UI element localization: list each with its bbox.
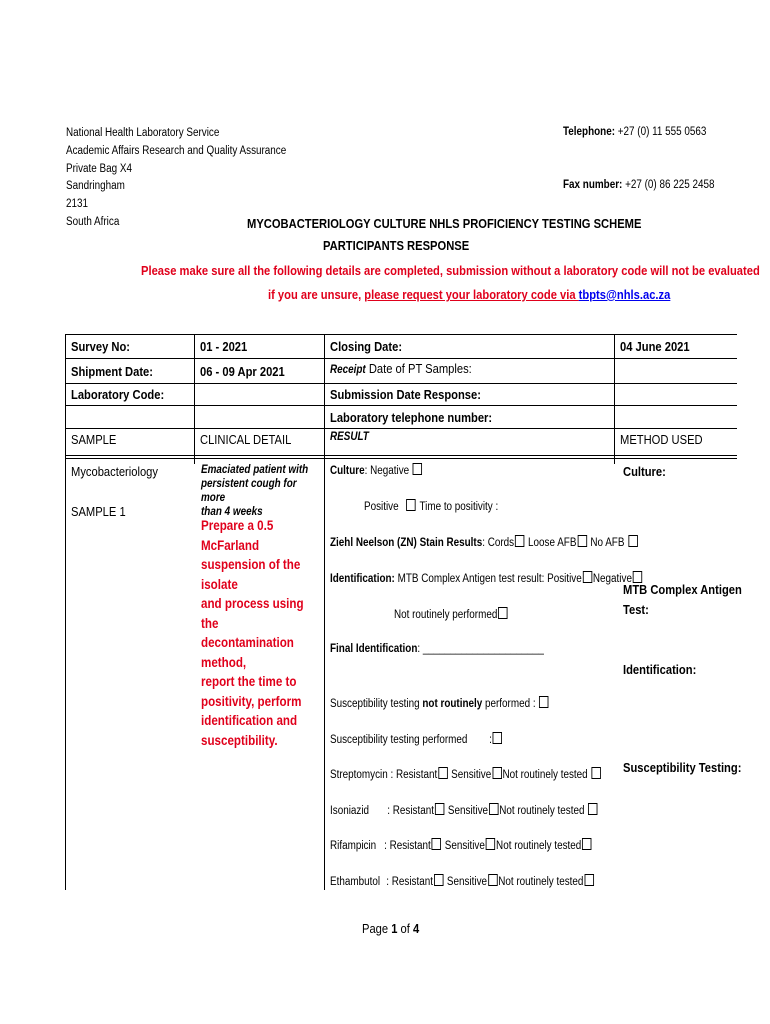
resistant-label: : Resistant <box>384 840 431 852</box>
sensitive-label: Sensitive <box>444 840 485 852</box>
closing-label: Closing Date: <box>330 339 403 354</box>
not-routinely-row <box>394 607 509 621</box>
drug-row-rifampicin <box>330 838 592 852</box>
susc-not-prefix: Susceptibility testing <box>330 698 423 710</box>
zn-cords-checkbox[interactable] <box>515 535 524 547</box>
sensitive-label: Sensitive <box>446 876 488 888</box>
positive-row <box>364 499 498 513</box>
drug-row-isoniazid <box>330 803 598 817</box>
susc-not-row <box>330 696 550 710</box>
ident-positive-checkbox[interactable] <box>583 571 592 583</box>
address-line-5: 2131 <box>66 198 89 210</box>
header-sample: SAMPLE <box>71 432 117 447</box>
positive-label: Positive <box>364 501 399 513</box>
lab-phone-label: Laboratory telephone number: <box>330 410 493 425</box>
row-border <box>65 405 737 406</box>
telephone-value: +27 (0) 11 555 0563 <box>617 126 707 138</box>
not-tested-checkbox[interactable] <box>582 838 591 850</box>
instruction-line: identification and <box>201 713 298 728</box>
susc-performed-colon: : <box>489 734 492 746</box>
drug-row-ethambutol <box>330 874 595 888</box>
clinical-description <box>201 463 321 519</box>
address-line-3: Private Bag X4 <box>66 163 132 175</box>
row-border <box>65 428 737 429</box>
resistant-label: : Resistant <box>386 876 433 888</box>
notice-prefix: if you are unsure, <box>268 287 365 302</box>
ident-text: MTB Complex Antigen test result: Positive <box>394 573 582 585</box>
method-mtb-line-1: MTB Complex Antigen <box>623 582 742 597</box>
zn-label: Ziehl Neelson (ZN) Stain Results <box>330 537 483 549</box>
susc-performed-row <box>330 732 503 746</box>
address-line-6: South Africa <box>66 216 120 228</box>
drug-name: Ethambutol <box>330 876 381 888</box>
not-tested-checkbox[interactable] <box>584 874 593 886</box>
header-result: RESULT <box>330 431 369 443</box>
header-method: METHOD USED <box>620 432 703 447</box>
shipment-label: Shipment Date: <box>71 364 153 379</box>
not-tested-label: Not routinely tested <box>499 805 585 817</box>
resistant-checkbox[interactable] <box>432 838 441 850</box>
zn-cords-label: : Cords <box>482 537 515 549</box>
clinical-line: Emaciated patient with <box>201 464 309 476</box>
instruction-line: report the time to <box>201 674 297 689</box>
receipt-rest: Date of PT Samples: <box>365 361 472 376</box>
resistant-checkbox[interactable] <box>434 874 443 886</box>
resistant-checkbox[interactable] <box>435 803 444 815</box>
table-top-border <box>65 334 737 335</box>
drug-row-streptomycin <box>330 767 602 781</box>
notice-line-2 <box>268 287 670 302</box>
receipt-label <box>330 361 472 376</box>
zn-loose-checkbox[interactable] <box>577 535 586 547</box>
instruction-line: suspension of the isolate <box>201 557 301 592</box>
method-susceptibility: Susceptibility Testing: <box>623 760 742 775</box>
telephone-label: Telephone: <box>563 126 616 138</box>
notice-line-1: Please make sure all the following details are completed, submission without a laboratory code will not be evaluated <box>141 263 760 278</box>
sample-name: Mycobacteriology <box>71 464 158 479</box>
page-prefix: Page <box>362 921 392 936</box>
susc-performed-checkbox[interactable] <box>493 732 502 744</box>
final-identification-row <box>330 643 544 655</box>
culture-row <box>330 463 423 477</box>
susc-not-bold: not routinely <box>422 698 483 710</box>
fax <box>563 179 714 191</box>
susc-performed-label: Susceptibility testing performed <box>330 734 468 746</box>
sensitive-label: Sensitive <box>451 769 492 781</box>
shipment-value: 06 - 09 Apr 2021 <box>200 364 285 379</box>
receipt-italic: Receipt <box>330 364 366 376</box>
culture-negative-label: : Negative <box>364 465 410 477</box>
not-tested-label: Not routinely tested <box>496 840 582 852</box>
culture-label: Culture <box>330 465 365 477</box>
final-blank[interactable]: : ______________________ <box>417 643 544 655</box>
survey-value: 01 - 2021 <box>200 339 248 354</box>
col-border <box>65 334 66 890</box>
sensitive-checkbox[interactable] <box>489 803 498 815</box>
submission-label: Submission Date Response: <box>330 387 481 402</box>
resistant-label: : Resistant <box>387 805 434 817</box>
notice-request: please request your laboratory code via <box>364 287 579 302</box>
method-mtb-line-2: Test: <box>623 602 649 617</box>
drug-name: Isoniazid <box>330 805 370 817</box>
method-culture: Culture: <box>623 464 666 479</box>
not-routinely-label: Not routinely performed <box>394 609 498 621</box>
drug-name: Rifampicin <box>330 840 377 852</box>
page-number <box>362 921 419 936</box>
time-to-positivity-label: Time to positivity : <box>419 501 499 513</box>
instruction-line: decontamination method, <box>201 635 294 670</box>
not-tested-label: Not routinely tested <box>498 876 584 888</box>
instruction-line: positivity, perform <box>201 693 302 709</box>
document-title: MYCOBACTERIOLOGY CULTURE NHLS PROFICIENCY TESTING SCHEME <box>247 216 642 231</box>
email-link[interactable]: tbpts@nhls.ac.za <box>578 287 671 302</box>
sensitive-label: Sensitive <box>447 805 489 817</box>
survey-label: Survey No: <box>71 339 131 354</box>
instruction-line: susceptibility. <box>201 732 278 748</box>
final-label: Final Identification <box>330 643 418 655</box>
fax-label: Fax number: <box>563 179 623 191</box>
zn-no-checkbox[interactable] <box>628 535 637 547</box>
col-border <box>194 334 195 464</box>
header-bottom-border <box>65 455 737 456</box>
not-tested-checkbox[interactable] <box>591 767 600 779</box>
sensitive-checkbox[interactable] <box>492 767 501 779</box>
address-line-2: Academic Affairs Research and Quality Assurance <box>66 145 287 157</box>
sensitive-checkbox[interactable] <box>486 838 495 850</box>
ident-label: Identification: <box>330 573 395 585</box>
zn-row <box>330 535 638 549</box>
sample-id: SAMPLE 1 <box>71 504 126 519</box>
zn-loose-label: Loose AFB <box>528 537 577 549</box>
drug-name: Streptomycin : <box>330 769 394 781</box>
resistant-checkbox[interactable] <box>438 767 447 779</box>
header-clinical: CLINICAL DETAIL <box>200 432 292 447</box>
col-border <box>324 334 325 890</box>
not-tested-checkbox[interactable] <box>588 803 597 815</box>
not-tested-label: Not routinely tested <box>502 769 588 781</box>
not-routinely-checkbox[interactable] <box>498 607 507 619</box>
sensitive-checkbox[interactable] <box>488 874 497 886</box>
positive-checkbox[interactable] <box>407 499 416 511</box>
susc-not-suffix: performed : <box>482 698 539 710</box>
row-border <box>65 383 737 384</box>
clinical-line: than 4 weeks <box>201 506 263 518</box>
zn-no-label: No AFB <box>590 537 625 549</box>
closing-value: 04 June 2021 <box>620 339 690 354</box>
lab-code-label: Laboratory Code: <box>71 387 165 402</box>
col-border <box>614 334 615 464</box>
identification-row <box>330 571 643 585</box>
page-total: 4 <box>412 921 420 936</box>
ident-negative-label: Negative <box>592 573 632 585</box>
address-line-4: Sandringham <box>66 180 125 192</box>
page-of: of <box>397 921 413 936</box>
row-border <box>65 358 737 359</box>
clinical-line: persistent cough for more <box>201 478 297 504</box>
telephone <box>563 126 706 138</box>
instruction-line: Prepare a 0.5 McFarland <box>201 518 274 553</box>
method-identification: Identification: <box>623 662 697 677</box>
culture-negative-checkbox[interactable] <box>413 463 422 475</box>
address-line-1: National Health Laboratory Service <box>66 127 220 139</box>
instruction-line: and process using the <box>201 596 304 631</box>
header-bottom-border-2 <box>65 458 737 459</box>
susc-not-checkbox[interactable] <box>539 696 548 708</box>
clinical-instructions <box>201 516 321 750</box>
document-subtitle: PARTICIPANTS RESPONSE <box>323 238 470 253</box>
resistant-label: Resistant <box>395 769 438 781</box>
fax-value: +27 (0) 86 225 2458 <box>625 179 715 191</box>
page-current: 1 <box>391 921 398 936</box>
